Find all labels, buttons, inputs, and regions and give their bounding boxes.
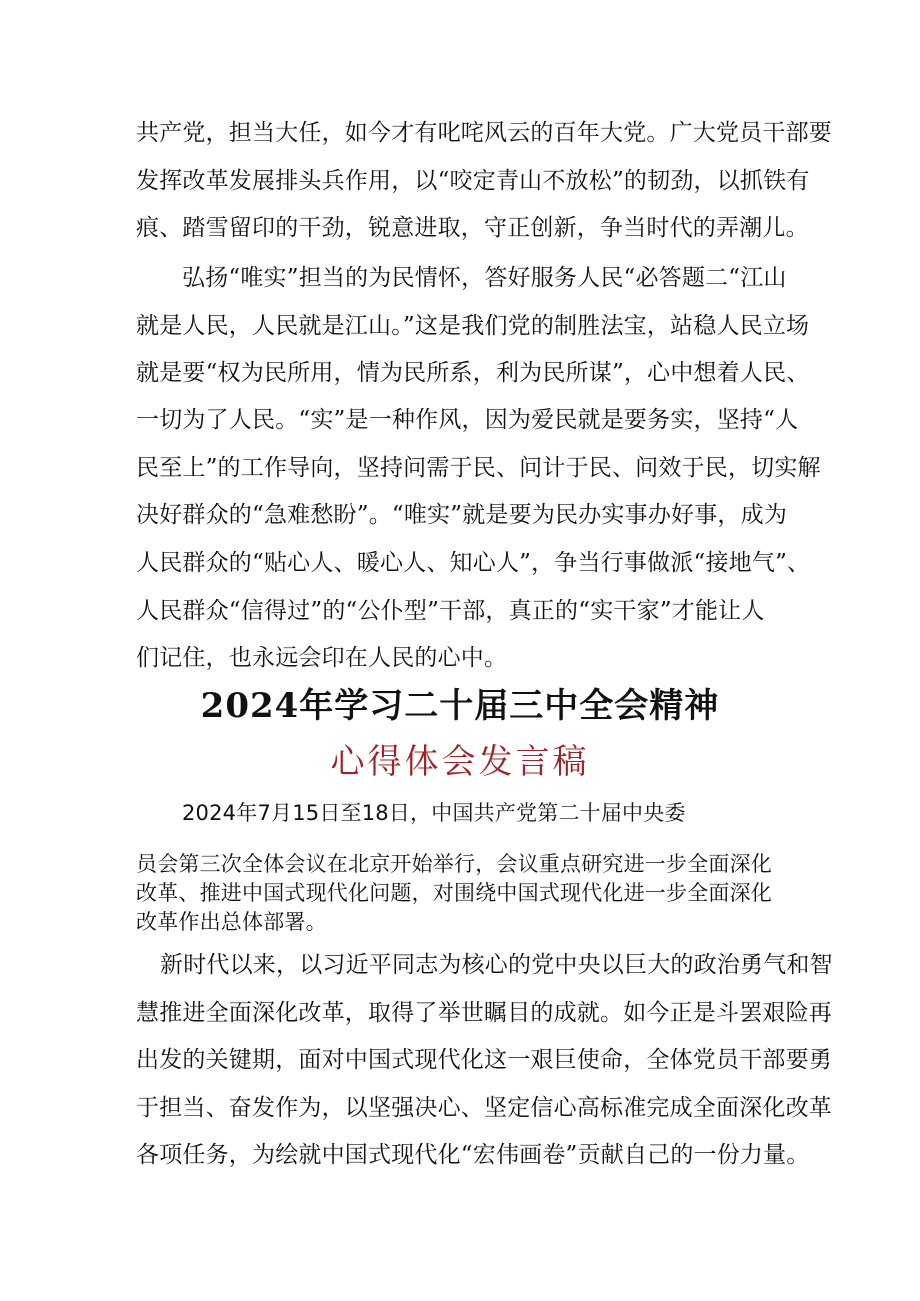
document-subtitle: 心得体会发言稿 <box>330 742 590 782</box>
paragraph-line: 决好群众的“急难愁盼”。“唯实”就是要为民办实事办好事，成为 <box>136 502 788 528</box>
paragraph-line: 就是人民，人民就是江山。”这是我们党的制胜法宝，站稳人民立场 <box>136 313 810 339</box>
paragraph-line: 改革、推进中国式现代化问题，对围绕中国式现代化进一步全面深化 <box>136 881 772 905</box>
paragraph-line: 发挥改革发展排头兵作用，以“咬定青山不放松”的韧劲，以抓铁有 <box>136 168 810 194</box>
paragraph-line: 于担当、奋发作为，以坚强决心、坚定信心高标准完成全面深化改革 <box>136 1095 832 1121</box>
paragraph-line: 共产党，担当大任，如今才有叱咤风云的百年大党。广大党员干部要 <box>136 120 832 146</box>
paragraph-line: 人民群众“信得过”的“公仆型”干部，真正的“实干家”才能让人 <box>136 598 765 624</box>
paragraph-line: 民至上”的工作导向，坚持问需于民、问计于民、问效于民，切实解 <box>136 455 821 481</box>
paragraph-line: 各项任务，为绘就中国式现代化“宏伟画卷”贡献自己的一份力量。 <box>136 1142 810 1168</box>
paragraph-line: 人民群众的“贴心人、暖心人、知心人”，争当行事做派“接地气”、 <box>136 550 811 576</box>
paragraph-line: 就是要“权为民所用，情为民所系，利为民所谋”，心中想着人民、 <box>136 360 810 386</box>
paragraph-line: 一切为了人民。“实”是一种作风，因为爱民就是要务实，坚持“人 <box>136 407 799 433</box>
paragraph-line: 弘扬“唯实”担当的为民情怀，答好服务人民“必答题二“江山 <box>182 265 787 291</box>
paragraph-line: 们记住，也永远会印在人民的心中。 <box>136 645 508 671</box>
paragraph-line: 出发的关键期，面对中国式现代化这一艰巨使命，全体党员干部要勇 <box>136 1047 832 1073</box>
paragraph-line: 员会第三次全体会议在北京开始举行，会议重点研究进一步全面深化 <box>136 852 772 876</box>
document-title: 2024年学习二十届三中全会精神 <box>200 686 720 726</box>
paragraph-line: 2024年7月15日至18日，中国共产党第二十届中央委 <box>182 801 686 825</box>
paragraph-line: 痕、踏雪留印的干劲，锐意进取，守正创新，争当时代的弄潮儿。 <box>136 215 809 241</box>
paragraph-line: 慧推进全面深化改革，取得了举世瞩目的成就。如今正是斗罢艰险再 <box>136 1000 832 1026</box>
paragraph-line: 改革作出总体部署。 <box>136 910 327 934</box>
paragraph-line: 新时代以来，以习近平同志为核心的党中央以巨大的政治勇气和智 <box>160 952 833 978</box>
